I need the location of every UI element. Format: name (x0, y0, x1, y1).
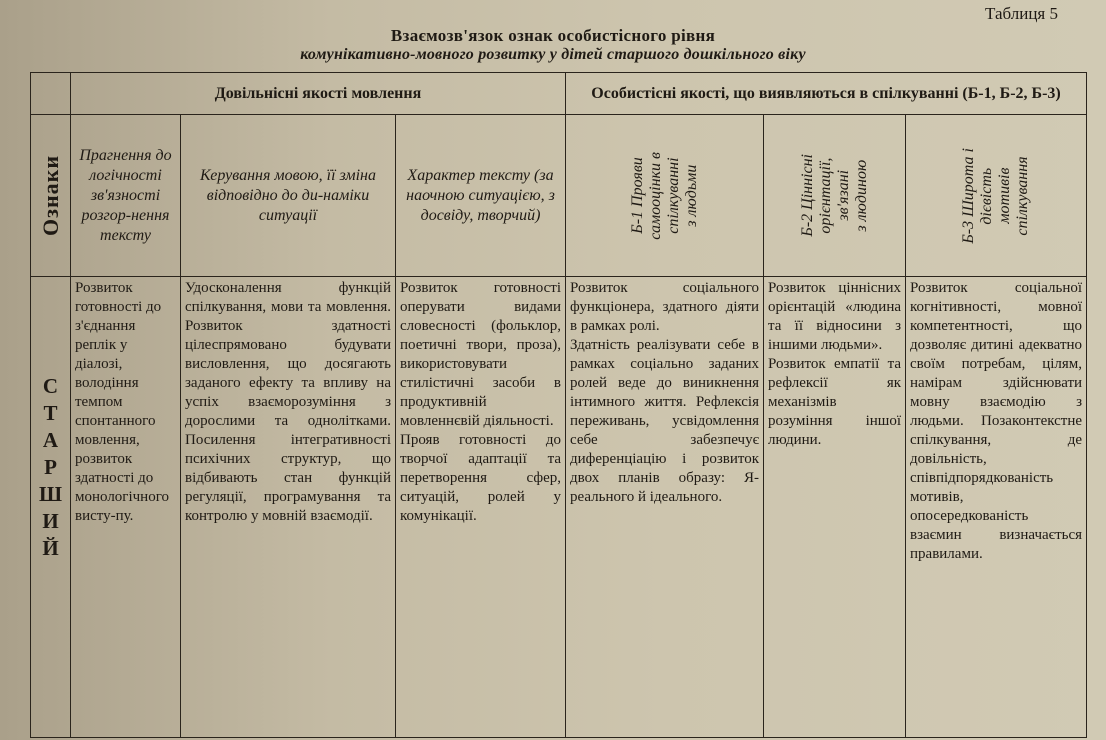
cell-col3: Розвиток готовності оперувати видами словесності (фольклор, поетичні твори, проза), використовувати стилістичні засоби в продуктивній мовленнєвій діяльності. Прояв готовності до творчої адаптації та перетворення сфер, ситуацій, ролей у комунікації. (396, 277, 566, 738)
cell-col1: Розвиток готовності до з'єднання реплік у діалозі, володіння темпом спонтанного мовлення, розвиток здатності до монологічного висту-пу. (71, 277, 181, 738)
row-label-letter: Т (43, 401, 58, 425)
header-col2: Керування мовою, її зміна відповідно до ди-наміки ситуації (181, 115, 396, 277)
header-col5 (764, 115, 906, 277)
header-blank (31, 73, 71, 115)
row-label-letter: А (42, 428, 59, 452)
cell-col5: Розвиток ціннісних орієнтацій «людина та її відносини з іншими людьми». Розвиток емпатії та рефлексії як механізмів розуміння іншої людини. (764, 277, 906, 738)
oznaky-label: Ознаки (38, 155, 63, 236)
row-label-letter: Й (42, 536, 59, 560)
row-label-letter: И (42, 509, 59, 533)
cell-col6: Розвиток соціальної когнітивності, мовної компетентності, що дозволяє дитині адекватно своїм потребам, цілям, намірам здійснювати мовну взаємодію з людьми. Позаконтекстне спілкування, де довільність, співпідпорядкованість мотивів, опосередкованість взаємин визначається правилами. (906, 277, 1087, 738)
header-oznaky (31, 115, 71, 277)
header-col6 (906, 115, 1087, 277)
cell-col4: Розвиток соціального функціонера, здатного діяти в рамках ролі. Здатність реалізувати себе в рамках соціально заданих ролей веде до виникнення інтимного життя. Рефлексія переживань, усвідомлення себе забезпечує диференціацію і розвиток двох планів образу: Я-реального й ідеального. (566, 277, 764, 738)
row-label-letter: С (42, 374, 59, 398)
table-subtitle: комунікативно-мовного розвитку у дітей старшого дошкільного віку (300, 46, 806, 63)
row-label-letter: Ш (38, 482, 63, 506)
row-label-letter: Р (44, 455, 57, 479)
header-group-left: Довільнісні якості мовлення (71, 73, 566, 115)
header-col1: Прагнення до логічності зв'язності розгор-нення тексту (71, 115, 181, 277)
row-label-starshiy (31, 277, 71, 738)
header-col4 (566, 115, 764, 277)
table-title: Взаємозв'язок ознак особистісного рівня (390, 26, 716, 45)
header-col3: Характер тексту (за наочною ситуацією, з досвіду, творчий) (396, 115, 566, 277)
comparison-table (30, 72, 1087, 738)
b3-label: Б-3 Широта і дієвість мотивів спілкування (960, 147, 1032, 244)
b1-label: Б-1 Прояви самооцінки в спілкуванні з людьми (628, 151, 700, 240)
header-group-right: Особистісні якості, що виявляються в спілкуванні (Б-1, Б-2, Б-3) (566, 73, 1087, 115)
cell-col2: Удосконалення функцій спілкування, мови та мовлення. Розвиток здатності цілеспрямовано будувати висловлення, що досягають заданого ефекту та впливу на успіх взаєморозуміння з дорослими та однолітками. Посилення інтегративності психічних структур, що відбивають стан функцій регуляції, програмування та контролю у мовній взаємодії. (181, 277, 396, 738)
b2-label: Б-2 Ціннісні орієнтації, зв'язані з людиною (798, 154, 870, 237)
table-number: Таблиця 5 (985, 4, 1058, 23)
